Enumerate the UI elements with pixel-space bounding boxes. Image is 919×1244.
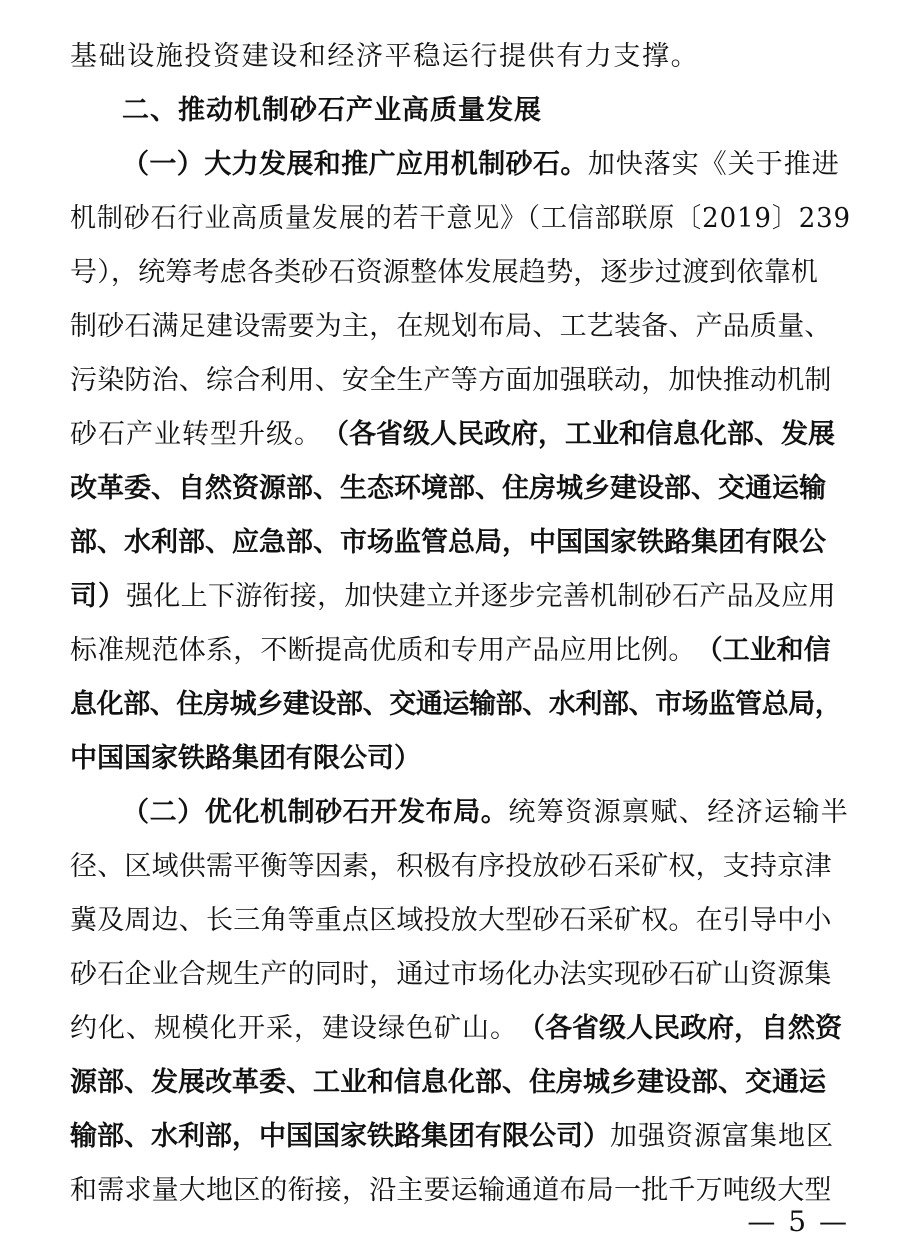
responsible-agencies: 中国国家铁路集团有限公司） — [70, 743, 421, 774]
paragraph-line — [70, 894, 851, 948]
text-run: 约化、规模化开采，建设绿色矿山。 — [70, 1013, 518, 1044]
paragraph-line — [70, 678, 851, 732]
text-run: 加快落实《关于推进 — [587, 149, 840, 180]
responsible-agencies: 息化部、住房城乡建设部、交通运输部、水利部、市场监管总局， — [70, 689, 842, 720]
text-run: 和需求量大地区的衔接，沿主要运输通道布局一批千万吨级大型 — [70, 1175, 832, 1206]
text-run: 强化上下游衔接，加快建立并逐步完善机制砂石产品及应用 — [126, 581, 836, 612]
section-heading — [122, 84, 851, 138]
text-run: 制砂石满足建设需要为主，在规划布局、工艺装备、产品质量、 — [70, 311, 832, 342]
paragraph-line — [70, 1002, 851, 1056]
paragraph-line — [70, 300, 851, 354]
responsible-agencies: 司） — [70, 581, 126, 612]
paragraph-line — [70, 624, 851, 678]
text-run: 统筹资源禀赋、经济运输半 — [508, 797, 850, 828]
paragraph-line — [70, 840, 851, 894]
paragraph-line — [122, 786, 851, 840]
text-run: 加强资源富集地区 — [610, 1121, 834, 1152]
subheading-text: （二）优化机制砂石开发布局。 — [122, 797, 509, 828]
subheading-text: （一）大力发展和推广应用机制砂石。 — [122, 149, 588, 180]
text-run: 机制砂石行业高质量发展的若干意见》（工信部联原〔2019〕239 — [70, 203, 851, 234]
heading-text: 二、推动机制砂石产业高质量发展 — [122, 95, 542, 126]
responsible-agencies: 源部、发展改革委、工业和信息化部、住房城乡建设部、交通运 — [70, 1067, 826, 1098]
paragraph-line — [70, 30, 851, 84]
text-run: 号），统筹考虑各类砂石资源整体发展趋势，逐步过渡到依靠机 — [70, 257, 819, 288]
paragraph-line — [70, 408, 851, 462]
paragraph-line — [70, 1056, 851, 1110]
responsible-agencies: （各省级人民政府，自然资 — [518, 1013, 842, 1044]
paragraph-line — [70, 1110, 851, 1164]
paragraph-line — [70, 1164, 851, 1218]
responsible-agencies: 输部、水利部，中国国家铁路集团有限公司） — [70, 1121, 610, 1152]
responsible-agencies: （各省级人民政府，工业和信息化部、发展 — [322, 419, 835, 450]
paragraph-line — [70, 462, 851, 516]
text-run: 砂石产业转型升级。 — [70, 419, 322, 450]
responsible-agencies: 部、水利部、应急部、市场监管总局，中国国家铁路集团有限公 — [70, 527, 826, 558]
text-run: 污染防治、综合利用、安全生产等方面加强联动，加快推动机制 — [70, 365, 832, 396]
paragraph-line — [70, 516, 851, 570]
paragraph-line — [122, 138, 851, 192]
paragraph-line — [70, 354, 851, 408]
text-run: 冀及周边、长三角等重点区域投放大型砂石采矿权。在引导中小 — [70, 905, 832, 936]
paragraph-line — [70, 570, 851, 624]
responsible-agencies: （工业和信 — [695, 635, 831, 666]
paragraph-line — [70, 732, 851, 786]
text-run: 基础设施投资建设和经济平稳运行提供有力支撑。 — [70, 41, 700, 72]
text-run: 标准规范体系，不断提高优质和专用产品应用比例。 — [70, 635, 696, 666]
paragraph-line — [70, 246, 851, 300]
paragraph-line — [70, 192, 851, 246]
responsible-agencies: 改革委、自然资源部、生态环境部、住房城乡建设部、交通运输 — [70, 473, 826, 504]
text-run: 径、区域供需平衡等因素，积极有序投放砂石采矿权，支持京津 — [70, 851, 832, 882]
text-run: 砂石企业合规生产的同时，通过市场化办法实现砂石矿山资源集 — [70, 959, 832, 990]
paragraph-line — [70, 948, 851, 1002]
page-number: — 5 — — [747, 1205, 849, 1238]
